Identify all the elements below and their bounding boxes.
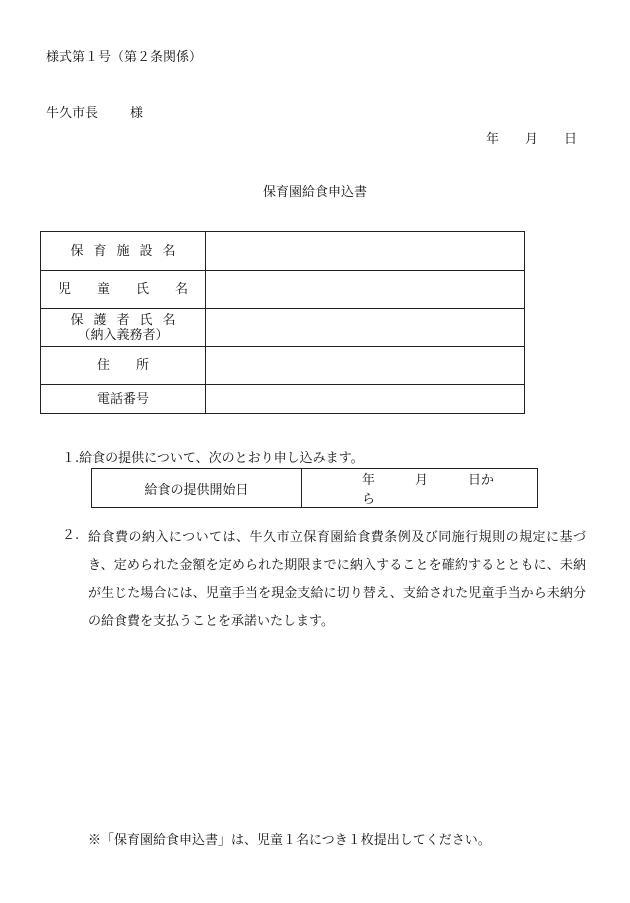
guardian-name-text: 保護者氏名 (70, 312, 186, 328)
table-row (41, 309, 525, 347)
facility-name-field[interactable] (206, 232, 525, 271)
facility-name-label: 保育施設名 (41, 232, 206, 271)
section-2-number: ２. (62, 528, 80, 543)
start-year: 年 (362, 473, 376, 488)
start-day: 日から (362, 473, 495, 507)
child-name-label: 児童氏名 (41, 271, 206, 309)
date-day: 日 (563, 132, 577, 147)
address-field[interactable] (206, 347, 525, 385)
date-month: 月 (524, 132, 538, 147)
addressee (46, 102, 143, 121)
phone-field[interactable] (206, 385, 525, 414)
section-1-text: １.給食の提供について、次のとおり申し込みます。 (62, 451, 364, 466)
document-title: 保育園給食申込書 (262, 185, 367, 200)
start-date-table (91, 468, 538, 508)
table-row (92, 469, 538, 508)
addressee-honorific: 様 (130, 106, 144, 121)
table-row (41, 347, 525, 385)
footnote: ※「保育園給食申込書」は、児童１名につき１枚提出してください。 (88, 833, 491, 848)
guardian-name-field[interactable] (206, 309, 525, 347)
guardian-name-label (41, 309, 206, 347)
child-name-field[interactable] (206, 271, 525, 309)
phone-label: 電話番号 (41, 385, 206, 414)
guardian-sub-label: （納入義務者） (77, 327, 169, 343)
applicant-info-table (40, 231, 525, 414)
form-number: 様式第１号（第２条関係） (46, 50, 203, 65)
start-month: 月 (415, 473, 429, 488)
addressee-name: 牛久市長 (46, 106, 99, 121)
start-date-field[interactable] (302, 469, 538, 508)
table-row (41, 385, 525, 414)
section-2-text: 給食費の納入については、牛久市立保育園給食費条例及び同施行規則の規定に基づき、定められた金額を定められた期限までに納入することを確約するとともに、未納が生じた場合には、児童手当を現金支給に切り替え、支給された児童手当から未納分の給食費を支払うことを承諾いたします。 (88, 530, 586, 629)
address-label: 住所 (41, 347, 206, 385)
table-row (41, 232, 525, 271)
start-date-label: 給食の提供開始日 (92, 469, 302, 508)
date-line (486, 128, 577, 147)
date-year: 年 (485, 132, 499, 147)
table-row (41, 271, 525, 309)
